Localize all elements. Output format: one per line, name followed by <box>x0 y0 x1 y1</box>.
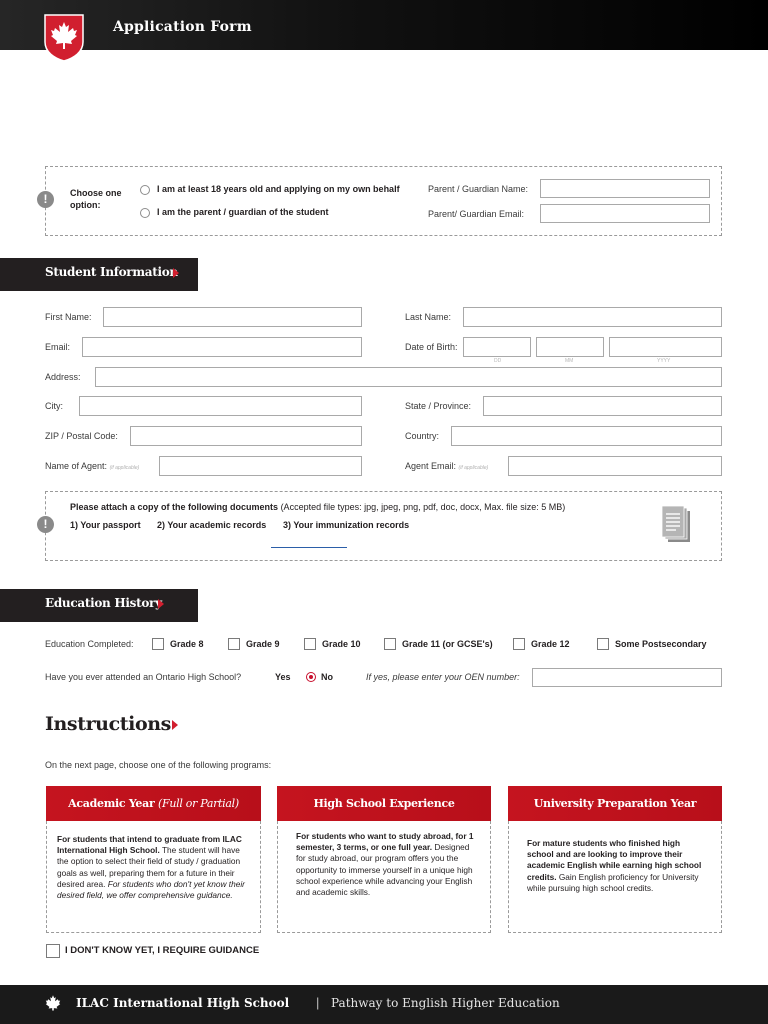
program-academic-year-title: Academic Year <box>68 797 155 810</box>
email-field[interactable] <box>82 337 362 357</box>
program-university-prep-title: University Preparation Year <box>533 797 697 810</box>
dob-label: Date of Birth: <box>405 342 458 352</box>
program-academic-year-suffix: (Full or Partial) <box>158 797 239 810</box>
maple-leaf-shield-icon <box>44 14 84 62</box>
ontario-no-radio[interactable] <box>306 672 316 682</box>
dob-year-hint: YYYY <box>657 358 671 364</box>
footer-separator: | <box>316 995 320 1010</box>
grade-12-label: Grade 12 <box>531 639 570 649</box>
last-name-label: Last Name: <box>405 312 452 322</box>
state-field[interactable] <box>483 396 722 416</box>
dob-day-hint: DD <box>494 358 502 364</box>
option-guardian-label: I am the parent / guardian of the student <box>157 207 329 217</box>
ontario-yes-label: Yes <box>275 672 291 682</box>
chevron-right-icon <box>172 720 178 730</box>
last-name-field[interactable] <box>463 307 722 327</box>
oen-field[interactable] <box>532 668 722 687</box>
state-label: State / Province: <box>405 401 472 411</box>
program-academic-year-text: The student will have the option to select their field of study / graduation goals as well, preparing them for a future in their desired area. <box>57 845 241 889</box>
ontario-question: Have you ever attended an Ontario High School? <box>45 672 242 682</box>
ontario-no-label: No <box>321 672 333 682</box>
program-university-prep-header[interactable] <box>508 786 722 821</box>
dob-month-hint: MM <box>565 358 574 364</box>
first-name-label: First Name: <box>45 312 92 322</box>
chevron-right-icon <box>173 268 179 278</box>
guardian-email-label: Parent/ Guardian Email: <box>428 209 525 219</box>
attach-item-immunization: 3) Your immunization records <box>283 520 410 530</box>
applicant-type-box <box>45 166 722 236</box>
grade-8-label: Grade 8 <box>170 639 204 649</box>
grade-8-checkbox[interactable] <box>152 638 164 650</box>
attachments-note: (Accepted file types: jpg, jpeg, png, pdf, doc, docx, Max. file size: 5 MB) <box>280 502 566 512</box>
chevron-right-icon <box>158 599 164 609</box>
postsecondary-checkbox[interactable] <box>597 638 609 650</box>
dob-month-field[interactable] <box>536 337 604 357</box>
dob-year-field[interactable] <box>609 337 722 357</box>
program-university-prep-text: Gain English proficiency for University while pursuing high school credits. <box>527 871 699 893</box>
program-university-prep-bold: For mature students who finished high school and are looking to improve their academic English while earning high school credits. <box>527 838 702 882</box>
attachments-heading-text: Please attach a copy of the following documents <box>70 502 279 512</box>
address-field[interactable] <box>95 367 722 387</box>
program-academic-year-bold: For students that intend to graduate from ILAC International High School. <box>57 834 242 856</box>
address-label: Address: <box>45 372 81 382</box>
guidance-label: I DON'T KNOW YET, I REQUIRE GUIDANCE <box>65 945 260 956</box>
country-field[interactable] <box>451 426 722 446</box>
country-label: Country: <box>405 431 440 441</box>
agent-email-label-text: Agent Email: <box>405 461 457 471</box>
grade-12-checkbox[interactable] <box>513 638 525 650</box>
maple-leaf-icon <box>45 994 61 1011</box>
footer-tagline: Pathway to English Higher Education <box>331 996 560 1010</box>
agent-email-label <box>405 461 488 471</box>
upload-link-underline[interactable] <box>271 547 347 548</box>
agent-name-hint: (if applicable) <box>109 465 140 471</box>
zip-field[interactable] <box>130 426 362 446</box>
city-field[interactable] <box>79 396 362 416</box>
zip-label: ZIP / Postal Code: <box>45 431 118 441</box>
attach-item-academic: 2) Your academic records <box>157 520 267 530</box>
footer-school-name: ILAC International High School <box>76 996 290 1010</box>
grade-11-label: Grade 11 (or GCSE's) <box>402 639 493 649</box>
choose-option-label: Choose one option: <box>70 188 122 210</box>
program-high-school-experience-body <box>277 821 491 933</box>
instructions-title: Instructions <box>45 713 171 735</box>
instructions-intro: On the next page, choose one of the following programs: <box>45 760 272 770</box>
section-title-education-history: Education History <box>45 596 162 610</box>
alert-icon: ! <box>37 191 54 208</box>
option-self-label: I am at least 18 years old and applying on my own behalf <box>157 184 400 194</box>
postsecondary-label: Some Postsecondary <box>615 639 707 649</box>
guardian-email-field[interactable] <box>540 204 710 223</box>
document-stack-icon[interactable] <box>661 505 693 545</box>
agent-name-label <box>45 461 139 471</box>
grade-9-label: Grade 9 <box>246 639 280 649</box>
dob-day-field[interactable] <box>463 337 531 357</box>
agent-name-label-text: Name of Agent: <box>45 461 108 471</box>
program-high-school-experience-text: Designed for study abroad, our program offers you the opportunity to immerse yourself in a unique high school experience while advancing your English and academic skills. <box>296 842 473 898</box>
program-academic-year-body <box>46 821 261 933</box>
grade-10-checkbox[interactable] <box>304 638 316 650</box>
grade-10-label: Grade 10 <box>322 639 361 649</box>
guardian-name-label: Parent / Guardian Name: <box>428 184 529 194</box>
email-label: Email: <box>45 342 71 352</box>
program-academic-year-header[interactable] <box>46 786 261 821</box>
grade-11-checkbox[interactable] <box>384 638 396 650</box>
radio-self[interactable] <box>140 185 150 195</box>
grade-9-checkbox[interactable] <box>228 638 240 650</box>
education-completed-label: Education Completed: <box>45 639 134 649</box>
agent-email-hint: (if applicable) <box>458 465 489 471</box>
attachments-heading <box>70 502 565 512</box>
page-title: Application Form <box>113 19 252 35</box>
city-label: City: <box>45 401 63 411</box>
radio-guardian[interactable] <box>140 208 150 218</box>
program-high-school-experience-header[interactable] <box>277 786 491 821</box>
agent-name-field[interactable] <box>159 456 362 476</box>
program-university-prep-body <box>508 821 722 933</box>
program-high-school-experience-bold: For students who want to study abroad, for 1 semester, 3 terms, or one full year. <box>296 831 474 853</box>
agent-email-field[interactable] <box>508 456 722 476</box>
oen-prompt: If yes, please enter your OEN number: <box>366 672 520 682</box>
program-academic-year-italic: For students who don't yet know their desired field, we offer comprehensive guidance. <box>57 878 245 901</box>
guardian-name-field[interactable] <box>540 179 710 198</box>
alert-icon: ! <box>37 516 54 533</box>
program-high-school-experience-title: High School Experience <box>313 797 455 810</box>
attach-item-passport: 1) Your passport <box>70 520 141 530</box>
guidance-checkbox[interactable] <box>46 944 60 958</box>
first-name-field[interactable] <box>103 307 362 327</box>
section-title-student-information: Student Information <box>45 265 178 279</box>
